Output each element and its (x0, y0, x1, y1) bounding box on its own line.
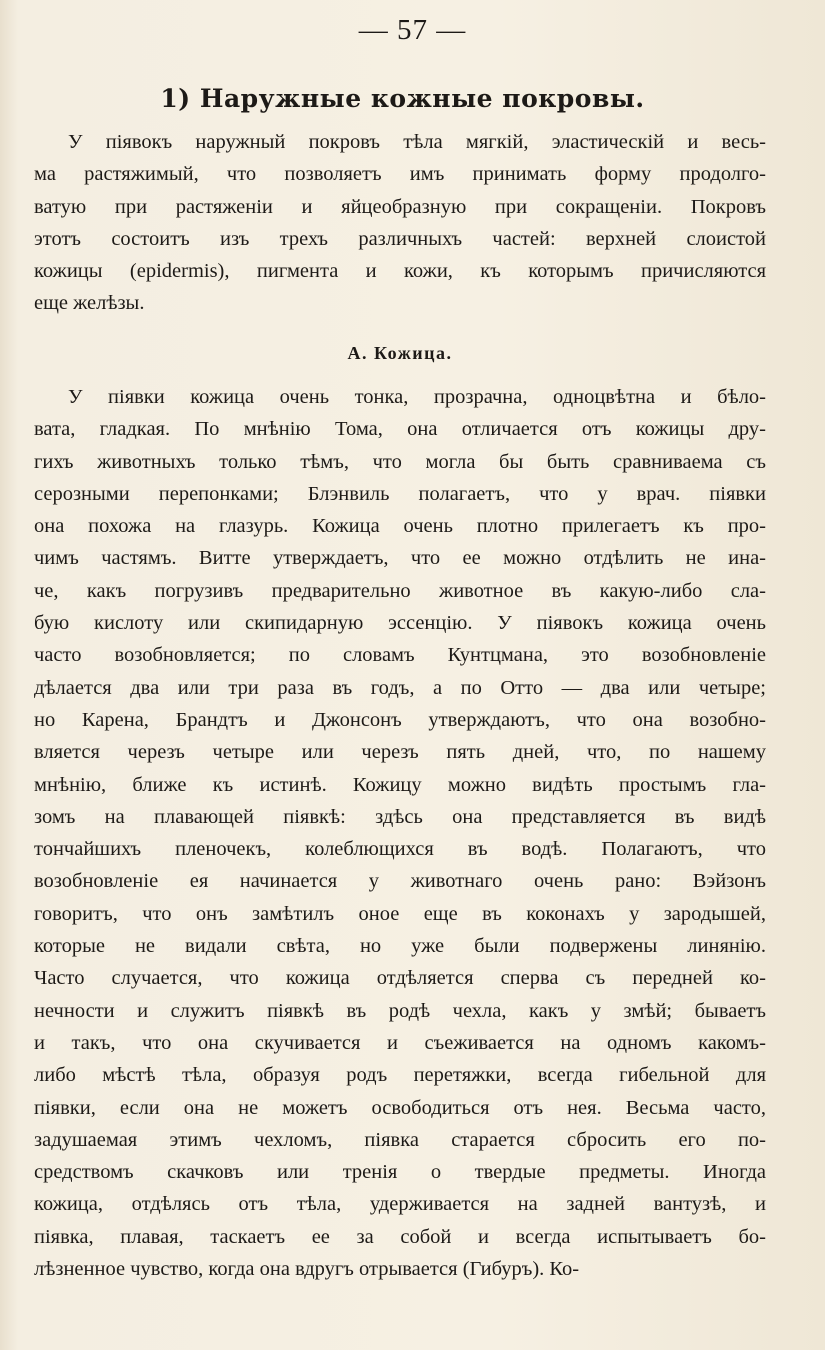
paragraph-intro (34, 126, 766, 320)
text-line: говоритъ, что онъ замѣтилъ оное еще въ коконахъ у зародышей, (34, 902, 766, 925)
text-line: мнѣнію, ближе къ истинѣ. Кожицу можно видѣть простымъ гла- (34, 773, 766, 796)
text-line: ватую при растяженіи и яйцеобразную при сокращеніи. Покровъ (34, 195, 766, 218)
text-line: кожица, отдѣлясь отъ тѣла, удерживается на задней вантузѣ, и (34, 1193, 766, 1216)
text-line: часто возобновляется; по словамъ Кунтцмана, это возобновленіе (34, 644, 766, 667)
text-line: ма растяжимый, что позволяетъ имъ принимать форму продолго- (34, 163, 766, 186)
text-line: піявка, плавая, таскаетъ ее за собой и всегда испытываетъ бо- (34, 1225, 766, 1248)
text-line: и такъ, что она скучивается и съеживается на одномъ какомъ- (34, 1031, 766, 1054)
text-line: піявки, если она не можетъ освободиться отъ нея. Весьма часто, (34, 1096, 766, 1119)
text-line: тончайшихъ пленочекъ, колеблющихся въ водѣ. Полагаютъ, что (34, 838, 766, 861)
text-line: Часто случается, что кожица отдѣляется сперва съ передней ко- (34, 967, 766, 990)
text-line: средствомъ скачковъ или тренія о твердые предметы. Иногда (34, 1161, 766, 1184)
text-line: она похожа на глазурь. Кожица очень плотно прилегаетъ къ про- (34, 515, 766, 538)
text-line: вата, гладкая. По мнѣнію Тома, она отличается отъ кожицы дру- (34, 418, 766, 441)
text-line: которые не видали свѣта, но уже были подвержены линянію. (34, 935, 766, 958)
text-line: но Карена, Брандтъ и Джонсонъ утверждаютъ, что она возобно- (34, 708, 766, 731)
text-line: еще желѣзы. (34, 292, 145, 315)
text-line: дѣлается два или три раза въ годъ, а по Отто — два или четыре; (34, 676, 766, 699)
text-line: задушаемая этимъ чехломъ, піявка старается сбросить его по- (34, 1128, 766, 1151)
text-line: кожицы (epidermis), пигмента и кожи, къ которымъ причисляются (34, 260, 766, 283)
section-heading: 1) Наружные кожные покровы. (160, 84, 645, 113)
page-number: — 57 — (358, 14, 467, 46)
text-line: этотъ состоитъ изъ трехъ различныхъ частей: верхней слоистой (34, 227, 766, 250)
text-line: У піявки кожица очень тонка, прозрачна, одноцвѣтна и бѣло- (68, 386, 766, 408)
subheading-kozhitsa: А. Кожица. (347, 343, 453, 363)
text-line: зомъ на плавающей піявкѣ: здѣсь она представляется въ видѣ (34, 805, 766, 828)
text-line: У піявокъ наружный покровъ тѣла мягкій, эластическій и весь- (68, 131, 766, 153)
text-line: бую кислоту или скипидарную эссенцію. У піявокъ кожица очень (34, 612, 766, 635)
text-line: серозными перепонками; Блэнвиль полагаетъ, что у врач. піявки (34, 482, 766, 505)
text-line: либо мѣстѣ тѣла, образуя родъ перетяжки, всегда гибельной для (34, 1064, 766, 1087)
text-line: возобновленіе ея начинается у животнаго очень рано: Вэйзонъ (34, 870, 766, 893)
text-line: гихъ животныхъ только тѣмъ, что могла бы быть сравниваема съ (34, 450, 766, 473)
text-line: нечности и служитъ піявкѣ въ родѣ чехла, какъ у змѣй; бываетъ (34, 999, 766, 1022)
text-line: лѣзненное чувство, когда она вдругъ отрывается (Гибуръ). Ко- (34, 1258, 580, 1281)
paragraph-kozhitsa (34, 381, 766, 1285)
text-line: чимъ частямъ. Витте утверждаетъ, что ее можно отдѣлить не ина- (34, 547, 766, 570)
text-line: че, какъ погрузивъ предварительно животное въ какую-либо сла- (34, 579, 766, 602)
text-line: вляется черезъ четыре или черезъ пять дней, что, по нашему (34, 741, 766, 764)
